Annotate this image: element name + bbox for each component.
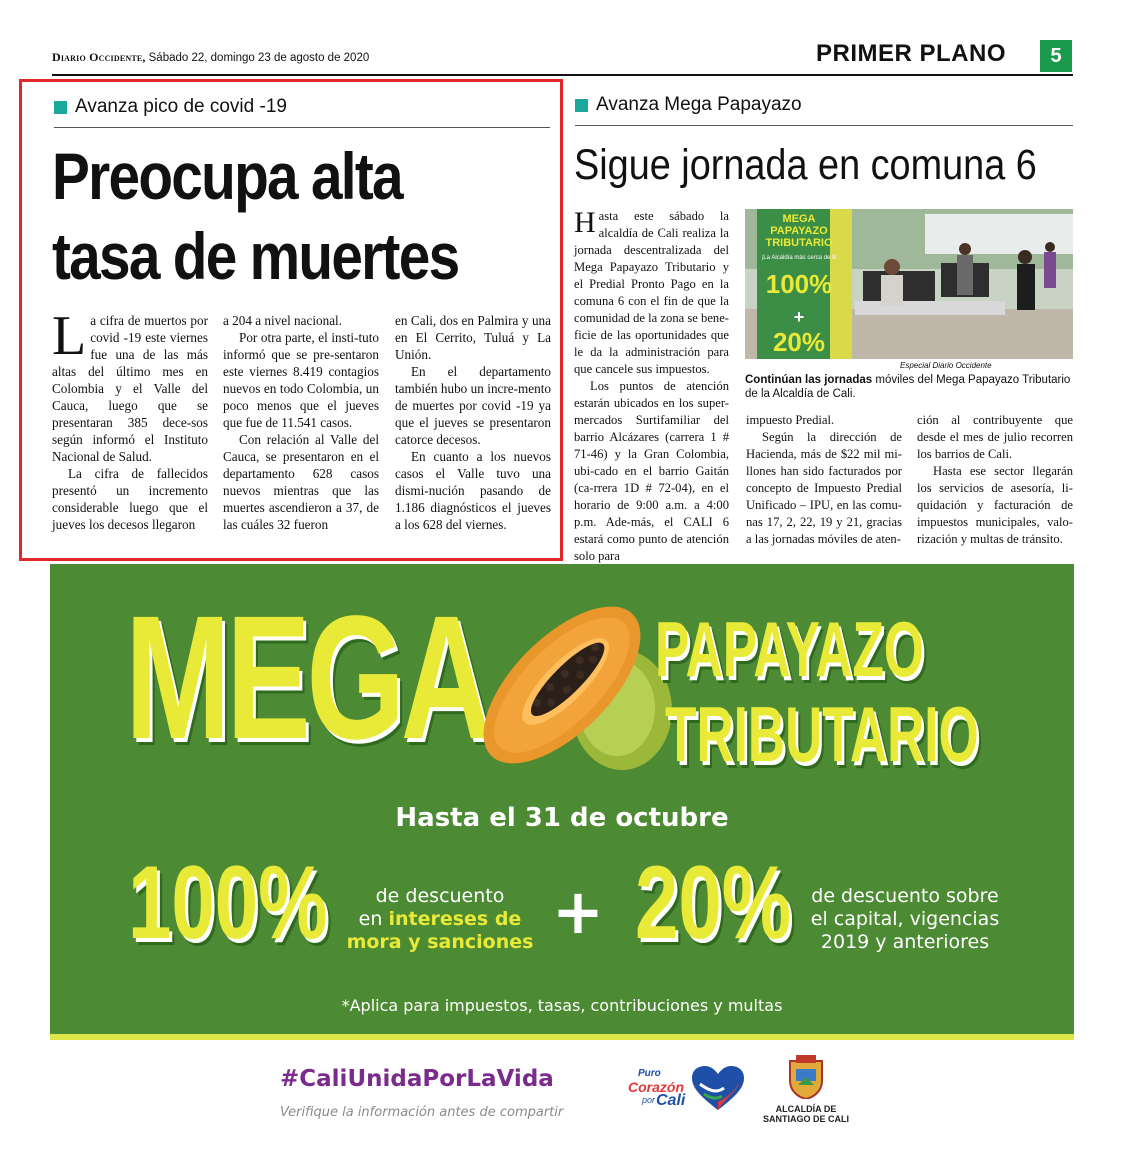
- ad-discount-2-line1: de descuento sobre: [811, 885, 999, 907]
- photo-banner-100: 100%: [765, 269, 833, 299]
- left-col3-p2: En cuanto a los nuevos casos el Valle tuvo una dismi-nución pasando de 1.186 diagnósticos el jueves a los 628 del viernes.: [395, 449, 551, 532]
- right-col3-p1: Hasta ese sector llegarán los servicios de asesoría, li-quidación y facturación de impuestos municipales, valo-rización y multas de tránsito.: [917, 464, 1073, 546]
- left-col2-p0: a 204 a nivel nacional.: [223, 313, 343, 328]
- ad-discount-2: [800, 885, 1010, 954]
- corazon-line4: Cali: [656, 1092, 686, 1109]
- photo-caption: [745, 373, 1075, 401]
- right-col-2: [746, 412, 902, 548]
- news-photo: [745, 209, 1073, 359]
- hashtag: #CaliUnidaPorLaVida: [280, 1066, 554, 1092]
- corazon-line3: por: [642, 1095, 656, 1105]
- right-col3-p0: ción al contribuyente que desde el mes de julio recorren los barrios de Cali.: [917, 413, 1073, 461]
- right-dropcap: H: [574, 206, 596, 239]
- alcaldia-line1: ALCALDÍA DE: [775, 1104, 837, 1114]
- page-number: 5: [1040, 40, 1072, 72]
- ad-papayazo-text: PAPAYAZO: [655, 605, 924, 693]
- left-col-1: [52, 305, 208, 533]
- newspaper-brand: Diario Occidente,: [52, 50, 146, 64]
- left-kicker: [54, 96, 287, 118]
- left-col-3: [395, 312, 551, 533]
- ad-plus-sign: +: [552, 875, 604, 948]
- coat-of-arms-icon: [786, 1055, 826, 1099]
- right-col1-p2: Los puntos de atención estarán ubicados en los super-mercados Surtifamiliar del barrio Alcázares (carrera 1 # 71-46) y la Gran Colombia, ubi-cado en el barrio Gaitán (ca-rrera 1D # 72-04), en el horario de 9:00 a.m. a 4:00 p.m. Ade-más, el CALI 6 estará como punto de atención solo para: [574, 379, 729, 563]
- ad-discount-1-line2-hl: intereses de: [388, 908, 522, 930]
- right-col2-p1: Según la dirección de Hacienda, más de $22 mil mi-llones han sido facturados por concepto de Impuesto Predial Unificado – IPU, en las comu-nas 17, 2, 22, 19 y 21, gracias a las jornadas móviles de aten-: [746, 430, 902, 546]
- ad-tributario-text: TRIBUTARIO: [665, 690, 979, 778]
- corazon-line1: Puro: [638, 1068, 661, 1079]
- ad-mega-text: MEGA: [125, 580, 488, 776]
- ad-footnote: *Aplica para impuestos, tasas, contribuciones y multas: [341, 996, 783, 1015]
- left-col1-p1: a cifra de muertos por covid -19 este viernes fue una de las más altas del último mes en Colombia y el Valle del Cauca, luego que se presentaran 385 dece-sos según informó el Instituto Nacional de Salud.: [52, 313, 208, 464]
- left-col2-p1: Por otra parte, el insti-tuto informó que se pre-sentaron este viernes 8.419 contagios nuevos en todo Colombia, un poco menos que el jueves que fue de 11.541 casos.: [223, 330, 379, 430]
- ad-deadline: Hasta el 31 de octubre: [395, 803, 729, 833]
- ad-discount-2-line3: 2019 y anteriores: [820, 931, 990, 953]
- photo-banner-tagline: ¡La Alcaldía más cerca de ti!: [761, 255, 837, 261]
- left-col-2: [223, 312, 379, 533]
- photo-credit: Especial Diario Occidente: [900, 361, 992, 370]
- photo-banner-title: MEGA PAPAYAZO TRIBUTARIO: [765, 213, 833, 249]
- right-col2-p0: impuesto Predial.: [746, 413, 835, 427]
- heart-icon: [690, 1064, 746, 1112]
- left-col3-p0: en Cali, dos en Palmira y una en El Cerrito, Tuluá y La Unión.: [395, 313, 551, 362]
- puro-corazon-logo: [628, 1062, 748, 1114]
- corazon-line2: Corazón: [628, 1079, 684, 1095]
- papaya-icon: [462, 580, 677, 795]
- ad-20-percent: 20%: [635, 845, 792, 961]
- masthead: [52, 50, 369, 65]
- ad-discount-2-line2: el capital, vigencias: [810, 908, 1000, 930]
- right-kicker-text: Avanza Mega Papayazo: [596, 94, 802, 115]
- alcaldia-logo: [756, 1055, 856, 1125]
- header-rule: [52, 74, 1073, 76]
- left-kicker-text: Avanza pico de covid -19: [75, 96, 287, 117]
- left-dropcap: L: [52, 305, 87, 367]
- left-kicker-rule: [54, 127, 550, 128]
- right-kicker: [575, 94, 802, 116]
- right-col-1: [574, 208, 729, 565]
- issue-date: Sábado 22, domingo 23 de agosto de 2020: [148, 52, 370, 64]
- right-kicker-rule: [575, 125, 1073, 126]
- kicker-square-icon: [575, 99, 588, 112]
- left-col3-p1: En el departamento también hubo un incre-mento de muertes por covid -19 ya que el jueves se presentaron catorce decesos.: [395, 364, 551, 447]
- ad-discount-1-line2-pre: en: [358, 908, 389, 930]
- ad-discount-1-line1: de descuento: [375, 885, 505, 907]
- left-headline-line2: tasa de muertes: [52, 219, 459, 293]
- right-headline: Sigue jornada en comuna 6: [574, 141, 1037, 189]
- right-col-3: [917, 412, 1073, 548]
- photo-banner-20: 20%: [772, 327, 826, 357]
- verify-note: Verifique la información antes de compartir: [280, 1105, 564, 1120]
- alcaldia-line2: SANTIAGO DE CALI: [762, 1114, 849, 1124]
- left-col1-p2: La cifra de fallecidos presentó un incremento considerable luego que el jueves los decesos llegaron: [52, 466, 208, 532]
- photo-banner-plus: +: [793, 307, 805, 327]
- section-title: PRIMER PLANO: [816, 40, 1007, 67]
- ad-bottom-strip: [50, 1034, 1074, 1040]
- ad-discount-1: [340, 885, 540, 954]
- kicker-square-icon: [54, 101, 67, 114]
- left-headline-line1: Preocupa alta: [52, 139, 402, 213]
- ad-discount-1-line3: mora y sanciones: [346, 931, 534, 953]
- caption-lead: Continúan las jornadas: [745, 374, 873, 386]
- left-col2-p2: Con relación al Valle del Cauca, se presentaron en el departamento 628 casos nuevos mientras que las muertes ascendieron a 37, de las cuáles 32 fueron: [223, 432, 379, 532]
- ad-100-percent: 100%: [128, 845, 328, 961]
- caption-text: móviles del Mega Papayazo Tributario de la Alcaldía de Cali.: [745, 374, 1071, 400]
- right-col1-p1: asta este sábado la alcaldía de Cali realiza la jornada descentralizada del Mega Papayazo Tributario y el Predial Pronto Pago en la comuna 6 con el fin de que la comunidad de la zona se bene-ficie de las oportunidades que le da la administración para que cancele sus impuestos.: [574, 209, 729, 376]
